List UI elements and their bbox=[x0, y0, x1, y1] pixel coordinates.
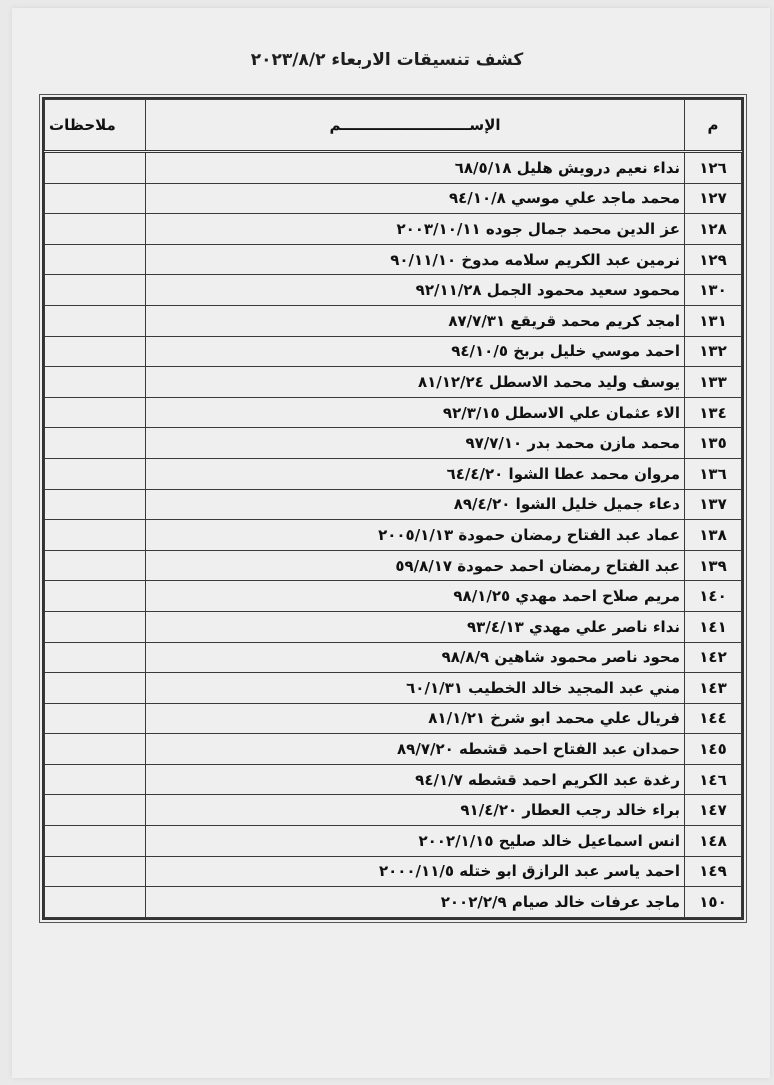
header-notes: ملاحظات bbox=[45, 100, 146, 152]
row-name: محمد مازن محمد بدر ٩٧/٧/١٠ bbox=[146, 428, 685, 459]
row-number: ١٤٦ bbox=[685, 764, 742, 795]
table-row bbox=[45, 214, 742, 245]
table-header-row bbox=[45, 100, 742, 152]
row-notes bbox=[45, 581, 146, 612]
row-number: ١٣٥ bbox=[685, 428, 742, 459]
row-name: فريال علي محمد ابو شرخ ٨١/١/٢١ bbox=[146, 703, 685, 734]
row-notes bbox=[45, 611, 146, 642]
row-number: ١٥٠ bbox=[685, 887, 742, 918]
row-name: محود ناصر محمود شاهين ٩٨/٨/٩ bbox=[146, 642, 685, 673]
row-number: ١٤٨ bbox=[685, 826, 742, 857]
row-number: ١٣٧ bbox=[685, 489, 742, 520]
row-notes bbox=[45, 734, 146, 765]
row-name: دعاء جميل خليل الشوا ٨٩/٤/٢٠ bbox=[146, 489, 685, 520]
row-number: ١٢٦ bbox=[685, 152, 742, 184]
row-number: ١٤٢ bbox=[685, 642, 742, 673]
row-notes bbox=[45, 673, 146, 704]
row-name: رغدة عبد الكريم احمد قشطه ٩٤/١/٧ bbox=[146, 764, 685, 795]
row-number: ١٢٧ bbox=[685, 183, 742, 214]
row-notes bbox=[45, 550, 146, 581]
row-notes bbox=[45, 856, 146, 887]
row-notes bbox=[45, 336, 146, 367]
row-name: عبد الفتاح رمضان احمد حمودة ٥٩/٨/١٧ bbox=[146, 550, 685, 581]
row-number: ١٣٤ bbox=[685, 397, 742, 428]
row-number: ١٣٠ bbox=[685, 275, 742, 306]
row-notes bbox=[45, 214, 146, 245]
row-notes bbox=[45, 183, 146, 214]
table-row bbox=[45, 367, 742, 398]
row-notes bbox=[45, 887, 146, 918]
row-name: محمود سعيد محمود الجمل ٩٢/١١/٢٨ bbox=[146, 275, 685, 306]
header-name: الإســـــــــــــــــــــــــم bbox=[146, 100, 685, 152]
table-row bbox=[45, 795, 742, 826]
row-name: احمد موسي خليل بربخ ٩٤/١٠/٥ bbox=[146, 336, 685, 367]
row-number: ١٤٥ bbox=[685, 734, 742, 765]
row-notes bbox=[45, 489, 146, 520]
table-row bbox=[45, 428, 742, 459]
row-notes bbox=[45, 764, 146, 795]
row-name: عز الدين محمد جمال جوده ٢٠٠٣/١٠/١١ bbox=[146, 214, 685, 245]
row-number: ١٣١ bbox=[685, 305, 742, 336]
row-name: عماد عبد الفتاح رمضان حمودة ٢٠٠٥/١/١٣ bbox=[146, 520, 685, 551]
row-number: ١٤٠ bbox=[685, 581, 742, 612]
table-row bbox=[45, 703, 742, 734]
row-notes bbox=[45, 703, 146, 734]
names-table bbox=[42, 97, 744, 920]
row-number: ١٢٨ bbox=[685, 214, 742, 245]
row-notes bbox=[45, 826, 146, 857]
table-row bbox=[45, 458, 742, 489]
row-name: امجد كريم محمد قريقع ٨٧/٧/٣١ bbox=[146, 305, 685, 336]
row-notes bbox=[45, 428, 146, 459]
table-row bbox=[45, 520, 742, 551]
table-row bbox=[45, 489, 742, 520]
table-row bbox=[45, 581, 742, 612]
row-notes bbox=[45, 795, 146, 826]
table-row bbox=[45, 764, 742, 795]
row-name: يوسف وليد محمد الاسطل ٨١/١٢/٢٤ bbox=[146, 367, 685, 398]
row-name: نداء ناصر علي مهدي ٩٣/٤/١٣ bbox=[146, 611, 685, 642]
row-number: ١٤٧ bbox=[685, 795, 742, 826]
row-number: ١٤٣ bbox=[685, 673, 742, 704]
row-name: انس اسماعيل خالد صليح ٢٠٠٢/١/١٥ bbox=[146, 826, 685, 857]
row-notes bbox=[45, 367, 146, 398]
row-number: ١٤٤ bbox=[685, 703, 742, 734]
table-row bbox=[45, 183, 742, 214]
document-title: كشف تنسيقات الاربعاء ٢٠٢٣/٨/٢ bbox=[250, 50, 524, 70]
row-name: ماجد عرفات خالد صيام ٢٠٠٢/٢/٩ bbox=[146, 887, 685, 918]
table-row bbox=[45, 397, 742, 428]
table-row bbox=[45, 611, 742, 642]
table-row bbox=[45, 856, 742, 887]
table-row bbox=[45, 305, 742, 336]
table-row bbox=[45, 826, 742, 857]
row-number: ١٢٩ bbox=[685, 244, 742, 275]
table-row bbox=[45, 550, 742, 581]
row-notes bbox=[45, 152, 146, 184]
row-name: مني عبد المجيد خالد الخطيب ٦٠/١/٣١ bbox=[146, 673, 685, 704]
row-notes bbox=[45, 458, 146, 489]
row-name: نداء نعيم درويش هليل ٦٨/٥/١٨ bbox=[146, 152, 685, 184]
row-notes bbox=[45, 305, 146, 336]
row-notes bbox=[45, 244, 146, 275]
row-name: محمد ماجد علي موسي ٩٤/١٠/٨ bbox=[146, 183, 685, 214]
row-notes bbox=[45, 642, 146, 673]
table-row bbox=[45, 734, 742, 765]
table-row bbox=[45, 336, 742, 367]
row-name: الاء عثمان علي الاسطل ٩٢/٣/١٥ bbox=[146, 397, 685, 428]
row-number: ١٤١ bbox=[685, 611, 742, 642]
row-notes bbox=[45, 275, 146, 306]
row-number: ١٣٣ bbox=[685, 367, 742, 398]
row-name: مريم صلاح احمد مهدي ٩٨/١/٢٥ bbox=[146, 581, 685, 612]
row-number: ١٣٨ bbox=[685, 520, 742, 551]
row-name: براء خالد رجب العطار ٩١/٤/٢٠ bbox=[146, 795, 685, 826]
table-row bbox=[45, 887, 742, 918]
table-row bbox=[45, 642, 742, 673]
row-number: ١٣٩ bbox=[685, 550, 742, 581]
row-notes bbox=[45, 520, 146, 551]
table-row bbox=[45, 152, 742, 184]
table-row bbox=[45, 275, 742, 306]
row-name: احمد ياسر عبد الرازق ابو ختله ٢٠٠٠/١١/٥ bbox=[146, 856, 685, 887]
row-name: حمدان عبد الفتاح احمد قشطه ٨٩/٧/٢٠ bbox=[146, 734, 685, 765]
row-notes bbox=[45, 397, 146, 428]
table-row bbox=[45, 673, 742, 704]
row-name: مروان محمد عطا الشوا ٦٤/٤/٢٠ bbox=[146, 458, 685, 489]
row-number: ١٣٦ bbox=[685, 458, 742, 489]
table-row bbox=[45, 244, 742, 275]
row-number: ١٣٢ bbox=[685, 336, 742, 367]
row-number: ١٤٩ bbox=[685, 856, 742, 887]
row-name: نرمين عبد الكريم سلامه مدوخ ٩٠/١١/١٠ bbox=[146, 244, 685, 275]
header-number: م bbox=[685, 100, 742, 152]
table-body bbox=[45, 152, 742, 918]
